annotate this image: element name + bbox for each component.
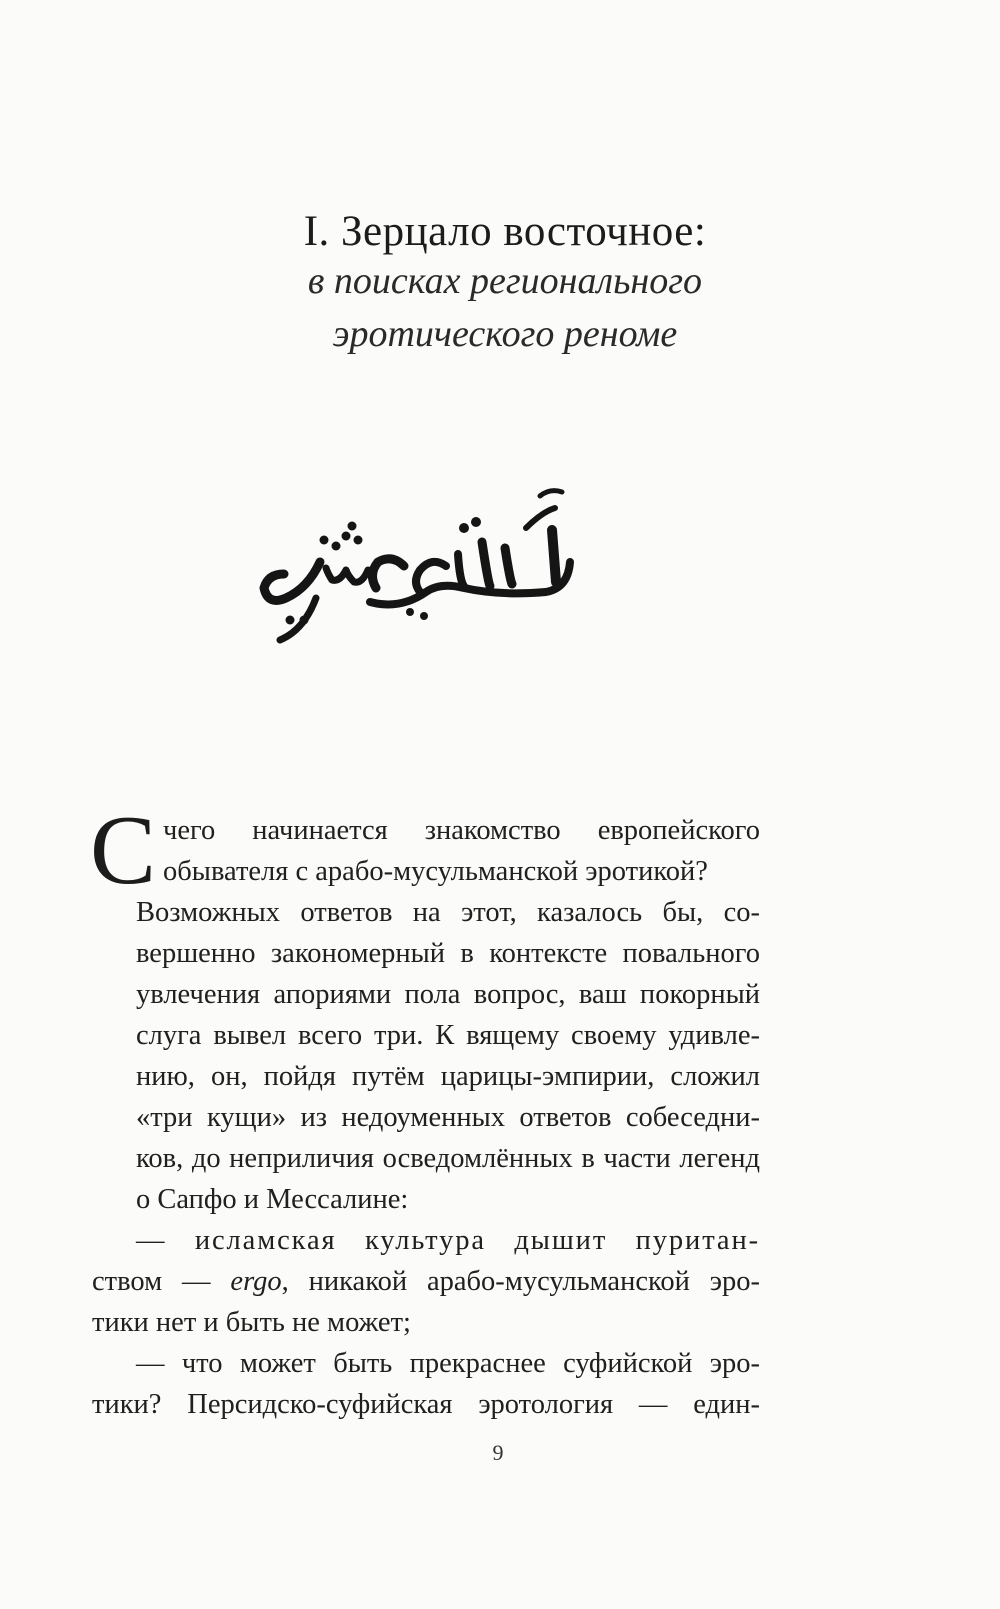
text-line: обывателя с арабо-мусульманской эротикой? [163, 856, 708, 887]
text-line: Возможных ответов на этот, казалось бы, со- [136, 897, 760, 928]
paragraph-2 [92, 892, 760, 1220]
text-line: увлечения апориями пола вопрос, ваш покорный [136, 979, 760, 1010]
text-line: тики? Персидско-суфийская эротология — един- [92, 1389, 760, 1420]
text-line: нию, он, пойдя путём царицы-эмпирии, сложил [136, 1061, 760, 1092]
text-line: чего начинается знакомство европейского [163, 815, 760, 846]
paragraph-3 [92, 1220, 760, 1343]
chapter-subtitle-line-1: в поисках регионального [307, 260, 703, 302]
text-line: тики нет и быть не может; [92, 1307, 411, 1338]
italic-term: ergo [230, 1266, 282, 1297]
text-line: слуга вывел всего три. К вящему своему удивле- [136, 1020, 760, 1051]
chapter-subtitle [5, 255, 1000, 361]
text-line: — исламская культура дышит пуритан- [136, 1225, 760, 1256]
paragraph-1 [90, 796, 760, 905]
drop-cap: С [90, 796, 157, 905]
chapter-subtitle-line-2: эротического реноме [332, 313, 678, 355]
main-text [90, 796, 760, 1425]
text-line [92, 1261, 760, 1302]
text-line: — что может быть прекраснее суфийской эро- [136, 1348, 760, 1379]
arabic-title-text [250, 660, 251, 661]
arabic-calligraphy-image [250, 470, 590, 660]
page-number: 9 [492, 1440, 504, 1465]
paragraph-4 [92, 1343, 760, 1425]
text-line: вершенно закономерный в контексте повального [136, 938, 760, 969]
arabic-calligraphy-title [250, 470, 590, 660]
text-line: ков, до неприличия осведомлённых в части легенд [136, 1143, 760, 1174]
text-line: о Сапфо и Мессалине: [136, 1184, 409, 1215]
text-fragment: , никакой арабо-мусульманской эро- [281, 1266, 760, 1297]
text-line: «три кущи» из недоуменных ответов собеседни- [136, 1102, 760, 1133]
text-fragment: ством — [92, 1266, 231, 1297]
chapter-title: I. Зерцало восточное: [303, 208, 707, 255]
